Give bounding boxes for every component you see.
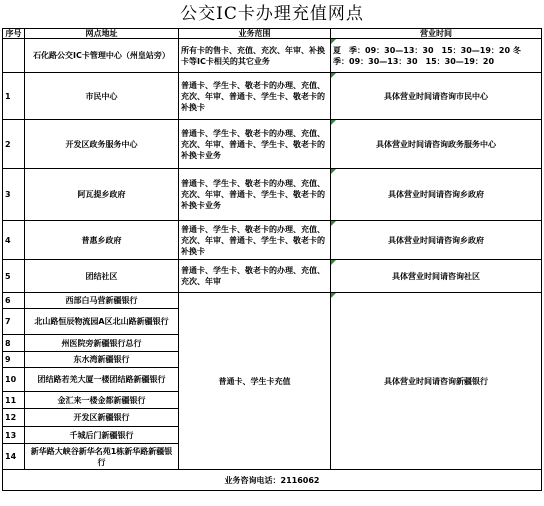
- hotline-text: 业务咨询电话：2116062: [3, 470, 542, 491]
- row-scope: 普通卡、学生卡、敬老卡的办理、充值、充次、年审: [179, 260, 331, 293]
- header-index: 序号: [3, 29, 25, 39]
- row-site: 千城后门新疆银行: [25, 427, 179, 444]
- row-hours: [331, 260, 542, 293]
- row-index: 14: [3, 444, 25, 470]
- row-hours-text: 夏 季：09：30—13：30 15：30—19：20 冬 季：09：30—13：30 15：30—19：20: [333, 45, 529, 66]
- comment-marker-icon: [331, 73, 336, 78]
- row-site: 州医院旁新疆银行总行: [25, 335, 179, 352]
- row-index: 11: [3, 392, 25, 409]
- row-site: 普惠乡政府: [25, 221, 179, 260]
- row-scope: 普通卡、学生卡、敬老卡的办理、充值、充次、年审、普通卡、学生卡、敬老卡的补换卡业务: [179, 120, 331, 169]
- table-row: [3, 169, 542, 221]
- row-index: 9: [3, 352, 25, 368]
- row-hours-text: 具体营业时间请咨询政务服务中心: [376, 139, 496, 149]
- table-row: [3, 73, 542, 120]
- header-hours: 营业时间: [331, 29, 542, 39]
- row-site: 团结社区: [25, 260, 179, 293]
- row-index: 8: [3, 335, 25, 352]
- comment-marker-icon: [331, 169, 336, 174]
- row-index: 1: [3, 73, 25, 120]
- row-scope: 普通卡、学生卡、敬老卡的办理、充值、充次、年审、普通卡、学生卡、敬老卡的补换卡: [179, 221, 331, 260]
- row-scope: 普通卡、学生卡、敬老卡的办理、充值、充次、年审、普通卡、学生卡、敬老卡的补换卡: [179, 73, 331, 120]
- comment-marker-icon: [331, 120, 336, 125]
- row-index: 7: [3, 309, 25, 335]
- footer-row: [3, 470, 542, 491]
- row-index: 5: [3, 260, 25, 293]
- header-row: [3, 29, 542, 39]
- row-index: [3, 39, 25, 73]
- outlet-table: [2, 28, 542, 491]
- row-hours-text: 具体营业时间请咨询乡政府: [388, 190, 484, 199]
- row-site: 石化路公交IC卡管理中心（州皇站旁）: [25, 39, 179, 73]
- row-scope: 所有卡的售卡、充值、充次、年审、补换卡等IC卡相关的其它业务: [179, 39, 331, 73]
- row-site: 北山路恒辰物流园A区北山路新疆银行: [25, 309, 179, 335]
- row-index: 6: [3, 293, 25, 309]
- comment-marker-icon: [331, 221, 336, 226]
- table-row: [3, 39, 542, 73]
- row-site: 新华路大峡谷新华名苑1栋新华路新疆银行: [25, 444, 179, 470]
- row-hours-text: 具体营业时间请咨询社区: [392, 271, 480, 281]
- comment-marker-icon: [331, 39, 336, 44]
- row-hours-text: 具体营业时间请咨询市民中心: [384, 91, 488, 101]
- header-site: 网点地址: [25, 29, 179, 39]
- row-site: 开发区政务服务中心: [25, 120, 179, 169]
- table-row: [3, 260, 542, 293]
- row-site: 金汇来一楼金都新疆银行: [25, 392, 179, 409]
- row-hours-text: 具体营业时间请咨询乡政府: [388, 235, 484, 245]
- bank-hours: [331, 293, 542, 470]
- row-site: 西部白马营新疆银行: [25, 293, 179, 309]
- comment-marker-icon: [331, 260, 336, 265]
- row-hours: [331, 221, 542, 260]
- row-scope: 普通卡、学生卡、敬老卡的办理、充值、充次、年审、普通卡、学生卡、敬老卡的补换卡业务: [179, 169, 331, 221]
- row-index: 10: [3, 368, 25, 392]
- row-hours: [331, 39, 542, 73]
- table-row: [3, 221, 542, 260]
- bank-scope: 普通卡、学生卡充值: [179, 293, 331, 470]
- table-row: [3, 293, 542, 309]
- row-site: 开发区新疆银行: [25, 409, 179, 427]
- row-index: 12: [3, 409, 25, 427]
- row-hours: [331, 169, 542, 221]
- bank-hours-text: 具体营业时间请咨询新疆银行: [384, 376, 488, 386]
- row-site: 阿瓦提乡政府: [25, 169, 179, 221]
- row-index: 4: [3, 221, 25, 260]
- row-index: 13: [3, 427, 25, 444]
- row-site: 市民中心: [25, 73, 179, 120]
- row-site: 东水湾新疆银行: [25, 352, 179, 368]
- row-index: 3: [3, 169, 25, 221]
- row-hours: [331, 120, 542, 169]
- page-title: 公交IC卡办理充值网点: [180, 4, 364, 24]
- row-index: 2: [3, 120, 25, 169]
- header-scope: 业务范围: [179, 29, 331, 39]
- table-row: [3, 120, 542, 169]
- row-site: 团结路若羌大厦一楼团结路新疆银行: [25, 368, 179, 392]
- row-hours: [331, 73, 542, 120]
- comment-marker-icon: [331, 293, 336, 298]
